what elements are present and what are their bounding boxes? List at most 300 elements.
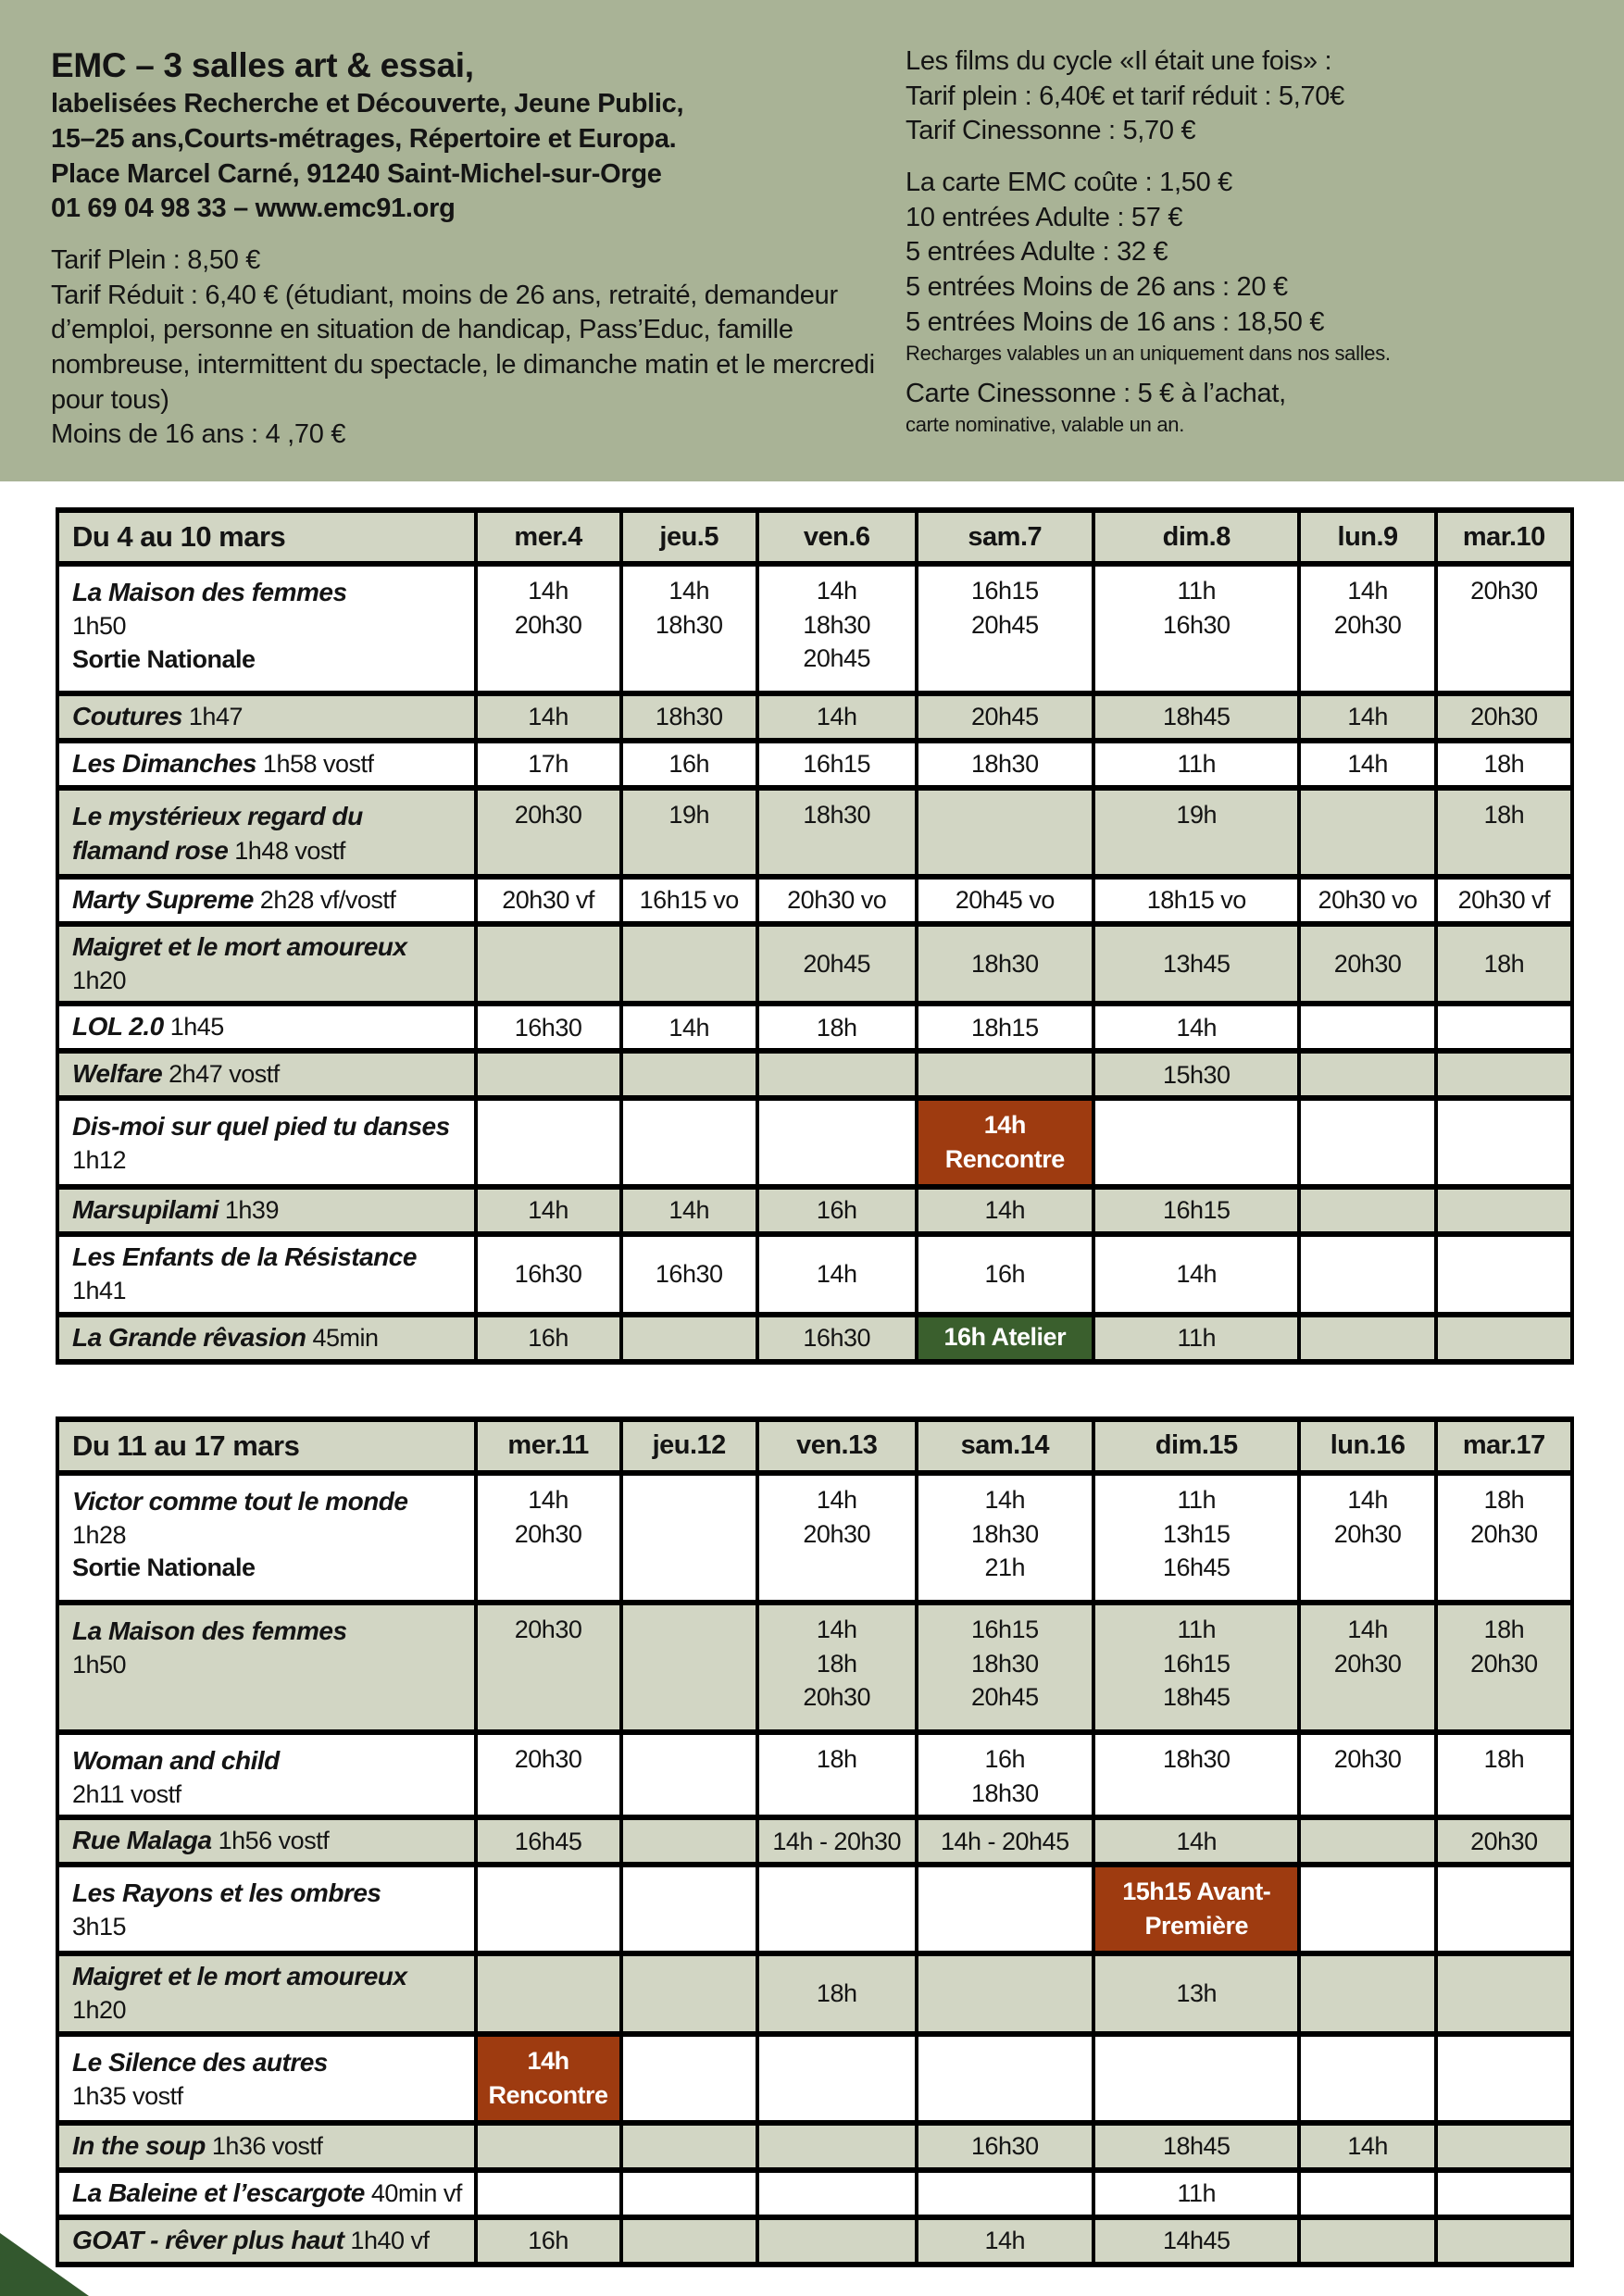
- showtime: 16h15: [1162, 1649, 1230, 1678]
- film-row: [57, 1732, 1572, 1818]
- showtime: 20h30 vf: [1457, 886, 1551, 915]
- showtime-cell: [1093, 741, 1299, 788]
- film-row: [57, 1234, 1572, 1315]
- film-row: [57, 1187, 1572, 1234]
- showtime-cell: [917, 1865, 1093, 1953]
- showtime-cell: [1436, 2170, 1572, 2217]
- showtime-cell: [1093, 2034, 1299, 2123]
- film-title: Maigret et le mort amoureux: [72, 931, 407, 961]
- showtime-cell: [757, 1953, 917, 2034]
- showtime-cell: [1299, 1732, 1435, 1818]
- day-header: mer.4: [476, 510, 621, 564]
- showtime-cell: [1436, 693, 1572, 741]
- showtime-cell: [621, 1817, 757, 1865]
- carte-cinessonne-price: Carte Cinessonne : 5 € à l’achat,: [906, 379, 1286, 408]
- showtime-cell: [476, 1187, 621, 1234]
- day-header: ven.6: [757, 510, 917, 564]
- day-header: dim.15: [1093, 1419, 1299, 1473]
- showtime: 18h: [816, 1013, 857, 1042]
- showtime-cell: [621, 2217, 757, 2265]
- showtime-cell: [757, 877, 917, 924]
- showtime-cell: [1299, 2123, 1435, 2170]
- tarif-plein: Tarif Plein : 8,50 €: [51, 245, 261, 275]
- carte-5-adulte: 5 entrées Adulte : 32 €: [906, 237, 1168, 268]
- showtime-cell: [1299, 2217, 1435, 2265]
- spacer: [906, 366, 1573, 377]
- showtime-cell: [917, 2217, 1093, 2265]
- showtime: 11h: [1177, 1323, 1217, 1352]
- showtime: 16h15: [971, 1615, 1039, 1643]
- film-title-cell: [57, 788, 476, 877]
- showtime-cell: [917, 1051, 1093, 1098]
- showtime: 14h: [816, 1260, 857, 1289]
- showtime-cell: [476, 2123, 621, 2170]
- showtime-cell: [1299, 1315, 1435, 1362]
- showtime-cell: [621, 1953, 757, 2034]
- showtime-cell: [476, 1315, 621, 1362]
- showtime-cell: [757, 1603, 917, 1732]
- showtime-cell: [757, 564, 917, 693]
- showtime: 11h: [1177, 2179, 1217, 2207]
- showtime: 14h: [668, 1196, 709, 1225]
- special-event-cell: [476, 2034, 621, 2123]
- showtime-cell: [476, 1473, 621, 1603]
- showtime-cell: [1436, 877, 1572, 924]
- film-title-cell: [57, 1473, 476, 1603]
- showtime-cell: [1436, 1732, 1572, 1818]
- showtime: 14h: [528, 1485, 568, 1514]
- showtime: Rencontre: [488, 2080, 608, 2109]
- showtime: 20h30: [514, 1615, 582, 1643]
- showtime: 14h: [1176, 1013, 1218, 1042]
- showtime: 14h: [1347, 2132, 1388, 2161]
- showtime: 14h: [1176, 1260, 1218, 1289]
- film-row: [57, 564, 1572, 693]
- showtime-cell: [1299, 1004, 1435, 1051]
- film-title: GOAT - rêver plus haut: [72, 2225, 344, 2254]
- showtime-cell: [1093, 1817, 1299, 1865]
- showtime: 14h: [528, 703, 568, 731]
- film-title: La Maison des femmes: [72, 1616, 347, 1645]
- showtime: 20h30: [1333, 949, 1402, 978]
- film-row: [57, 1004, 1572, 1051]
- showtime-cell: [621, 2034, 757, 2123]
- showtime: 16h30: [803, 1323, 870, 1352]
- showtime: 14h45: [1162, 2226, 1230, 2254]
- showtime-cell: [1299, 564, 1435, 693]
- showtime-cell: [917, 2034, 1093, 2123]
- showtime: 16h15: [971, 577, 1039, 605]
- showtime: 20h30: [1333, 1649, 1402, 1678]
- film-title-cell: [57, 1234, 476, 1315]
- day-header: jeu.12: [621, 1419, 757, 1473]
- film-row: [57, 788, 1572, 877]
- showtime-cell: [476, 2170, 621, 2217]
- showtime-cell: [1436, 564, 1572, 693]
- showtime: 20h45: [971, 1683, 1039, 1712]
- showtime: 14h - 20h30: [772, 1827, 902, 1855]
- tarif-moins-16: Moins de 16 ans : 4 ,70 €: [51, 419, 346, 450]
- showtime: 13h15: [1162, 1519, 1230, 1548]
- cycle-cinessonne: Tarif Cinessonne : 5,70 €: [906, 116, 1196, 146]
- cinema-address: Place Marcel Carné, 91240 Saint-Michel-sur-Orge: [51, 158, 662, 189]
- film-duration: 1h20: [72, 1996, 127, 2025]
- film-title: Les Rayons et les ombres: [72, 1878, 381, 1908]
- tarif-reduit: Tarif Réduit : 6,40 € (étudiant, moins de 26 ans, retraité, demandeur d’emploi, personne en situation de handicap, Pass’Educ, famille nombreuse, intermittent du spectacle, le dimanche matin et le mercredi pour tous): [51, 280, 875, 415]
- showtime-cell: [476, 1732, 621, 1818]
- film-title: Victor comme tout le monde: [72, 1486, 408, 1516]
- showtime-cell: [1436, 2123, 1572, 2170]
- showtime: 14h: [816, 1615, 857, 1643]
- day-header: jeu.5: [621, 510, 757, 564]
- showtime-cell: [1436, 1234, 1572, 1315]
- film-row: [57, 1603, 1572, 1732]
- showtime-cell: [1299, 1051, 1435, 1098]
- film-title-cell: [57, 1098, 476, 1187]
- schedule-table-1: [56, 507, 1574, 1365]
- showtime-cell: [757, 2034, 917, 2123]
- showtime-cell: [1299, 877, 1435, 924]
- film-row: [57, 2034, 1572, 2123]
- showtime: 11h: [1177, 1485, 1217, 1514]
- showtime-cell: [917, 1732, 1093, 1818]
- showtime: 18h15 vo: [1146, 886, 1246, 915]
- showtime: 14h: [1347, 750, 1388, 779]
- showtime-cell: [1093, 564, 1299, 693]
- showtime-cell: [757, 2123, 917, 2170]
- showtime: 16h30: [1162, 610, 1230, 639]
- showtime: 20h30: [1333, 610, 1402, 639]
- showtime: 16h30: [514, 1260, 582, 1289]
- showtime: 21h: [984, 1554, 1026, 1582]
- showtime-cell: [1436, 2034, 1572, 2123]
- film-title-cell: [57, 1817, 476, 1865]
- week-header-row: [57, 510, 1572, 564]
- showtime-cell: [476, 1603, 621, 1732]
- showtime: 14h - 20h45: [940, 1827, 1069, 1855]
- day-header: lun.9: [1299, 510, 1435, 564]
- day-header: dim.8: [1093, 510, 1299, 564]
- film-row: [57, 2217, 1572, 2265]
- showtime-cell: [1299, 693, 1435, 741]
- showtime: 14h: [1347, 1615, 1388, 1643]
- showtime: 18h45: [1162, 1683, 1230, 1712]
- film-title: Les Dimanches: [72, 748, 256, 778]
- showtime: 20h30: [514, 1519, 582, 1548]
- film-title: Marty Supreme: [72, 884, 254, 914]
- showtime-cell: [1436, 2217, 1572, 2265]
- showtime-cell: [621, 1315, 757, 1362]
- cycle-heading: Les films du cycle «Il était une fois» :: [906, 46, 1332, 76]
- film-title: Maigret et le mort amoureux: [72, 1962, 407, 1991]
- day-header: ven.13: [757, 1419, 917, 1473]
- showtime-cell: [757, 1051, 917, 1098]
- showtime-cell: [1436, 1865, 1572, 1953]
- showtime-cell: [476, 788, 621, 877]
- showtime-cell: [476, 1004, 621, 1051]
- showtime: 14h: [1347, 1485, 1388, 1514]
- film-row: [57, 1953, 1572, 2034]
- day-header: lun.16: [1299, 1419, 1435, 1473]
- cinema-label-line-1: labelisées Recherche et Découverte, Jeune Public,: [51, 89, 684, 119]
- showtime: 16h15: [803, 750, 870, 779]
- showtime-cell: [917, 1817, 1093, 1865]
- film-duration: 3h15: [72, 1913, 127, 1941]
- schedule-tables: [0, 507, 1624, 2267]
- showtime-cell: [621, 693, 757, 741]
- showtime: 18h: [1483, 1485, 1525, 1514]
- film-duration: 1h39: [218, 1196, 279, 1225]
- showtime-cell: [1299, 1187, 1435, 1234]
- spacer: [51, 227, 889, 243]
- showtime: 18h: [1483, 800, 1525, 829]
- showtime-cell: [1436, 924, 1572, 1004]
- showtime-cell: [1093, 2170, 1299, 2217]
- showtime: 18h: [816, 1649, 857, 1678]
- showtime-cell: [1299, 2034, 1435, 2123]
- showtime: 16h: [528, 2226, 568, 2254]
- showtime: 18h15: [971, 1013, 1039, 1042]
- showtime-cell: [1436, 1187, 1572, 1234]
- showtime-cell: [1093, 877, 1299, 924]
- film-title-cell: [57, 2217, 476, 2265]
- showtime-cell: [1299, 1473, 1435, 1603]
- film-title: La Grande rêvasion: [72, 1322, 306, 1352]
- showtime-cell: [757, 1234, 917, 1315]
- carte-cinessonne-note: carte nominative, valable un an.: [906, 412, 1185, 436]
- showtime: 18h30: [803, 610, 870, 639]
- showtime: 14h: [816, 1485, 857, 1514]
- film-duration: 1h56 vostf: [211, 1827, 330, 1855]
- film-title-cell: [57, 564, 476, 693]
- showtime: 18h30: [971, 1519, 1039, 1548]
- film-title-cell: [57, 1865, 476, 1953]
- film-row: [57, 741, 1572, 788]
- showtime-cell: [1436, 1004, 1572, 1051]
- showtime-cell: [621, 1051, 757, 1098]
- film-duration: 1h36 vostf: [205, 2131, 323, 2160]
- showtime: 11h: [1177, 1615, 1217, 1643]
- showtime: 15h30: [1162, 1060, 1230, 1089]
- film-title-cell: [57, 2034, 476, 2123]
- showtime-cell: [1093, 788, 1299, 877]
- showtime-cell: [1436, 1473, 1572, 1603]
- film-duration: 2h47 vostf: [162, 1060, 280, 1089]
- showtime: 18h30: [971, 1778, 1039, 1807]
- showtime: 13h45: [1162, 949, 1230, 978]
- film-duration: 2h11 vostf: [72, 1779, 181, 1808]
- film-duration: 1h12: [72, 1146, 127, 1175]
- showtime-cell: [757, 924, 917, 1004]
- showtime-cell: [917, 1473, 1093, 1603]
- film-title-cell: [57, 1953, 476, 2034]
- showtime-cell: [917, 741, 1093, 788]
- showtime: 14h: [816, 577, 857, 605]
- showtime-cell: [757, 1098, 917, 1187]
- showtime-cell: [1436, 1315, 1572, 1362]
- prices-column: [906, 44, 1573, 481]
- film-title-cell: [57, 924, 476, 1004]
- showtime-cell: [1093, 1051, 1299, 1098]
- film-duration: 1h28: [72, 1520, 127, 1549]
- special-event-cell: [917, 1315, 1093, 1362]
- showtime: 17h: [528, 750, 568, 779]
- showtime-cell: [621, 2123, 757, 2170]
- film-duration: 1h20: [72, 966, 127, 994]
- showtime-cell: [757, 1187, 917, 1234]
- showtime-cell: [621, 741, 757, 788]
- showtime-cell: [621, 1098, 757, 1187]
- showtime: 16h30: [971, 2132, 1039, 2161]
- showtime-cell: [917, 1603, 1093, 1732]
- showtime: 20h45 vo: [955, 886, 1055, 915]
- showtime: 20h45: [803, 949, 870, 978]
- film-duration: 45min: [306, 1323, 379, 1352]
- film-duration: 1h47: [181, 703, 243, 730]
- film-title-cell: [57, 1051, 476, 1098]
- showtime: 20h45: [803, 644, 870, 673]
- showtime-cell: [1299, 1603, 1435, 1732]
- film-title: Marsupilami: [72, 1195, 219, 1225]
- showtime-cell: [757, 1732, 917, 1818]
- film-duration: 1h58 vostf: [256, 749, 374, 778]
- showtime: 18h30: [1162, 1744, 1230, 1773]
- film-title: LOL 2.0: [72, 1012, 164, 1042]
- showtime-cell: [621, 1732, 757, 1818]
- header-band: [0, 0, 1624, 481]
- showtime-cell: [1299, 1865, 1435, 1953]
- showtime-cell: [1093, 1004, 1299, 1051]
- film-row: [57, 1051, 1572, 1098]
- showtime-cell: [476, 693, 621, 741]
- showtime-cell: [621, 1473, 757, 1603]
- showtime: 14h: [983, 1111, 1026, 1140]
- showtime-cell: [1093, 1315, 1299, 1362]
- film-title: Welfare: [72, 1059, 163, 1089]
- film-title-cell: [57, 2170, 476, 2217]
- showtime-cell: [1299, 788, 1435, 877]
- showtime-cell: [621, 1234, 757, 1315]
- showtime-cell: [917, 693, 1093, 741]
- showtime: 13h: [1176, 1979, 1218, 2008]
- showtime-cell: [917, 564, 1093, 693]
- showtime: 16h30: [655, 1260, 723, 1289]
- showtime-cell: [1093, 1473, 1299, 1603]
- film-row: [57, 877, 1572, 924]
- showtime-cell: [757, 693, 917, 741]
- showtime-cell: [1093, 1603, 1299, 1732]
- showtime: 14h: [1347, 703, 1388, 731]
- showtime-cell: [1299, 1953, 1435, 2034]
- showtime-cell: [621, 877, 757, 924]
- cinema-info-column: [51, 44, 889, 481]
- showtime: 20h30 vf: [502, 886, 594, 915]
- film-duration: 1h40 vf: [344, 2226, 430, 2254]
- showtime-cell: [1436, 741, 1572, 788]
- showtime-cell: [476, 2217, 621, 2265]
- showtime: 20h30 vo: [787, 886, 887, 915]
- film-row: [57, 1315, 1572, 1362]
- showtime-cell: [1299, 1098, 1435, 1187]
- showtime: 18h45: [1162, 2132, 1230, 2161]
- showtime: 16h15 vo: [639, 886, 739, 915]
- showtime: 15h15 Avant-: [1122, 1878, 1271, 1906]
- showtime: 20h30: [1333, 1519, 1402, 1548]
- showtime: 16h45: [1162, 1554, 1230, 1582]
- film-row: [57, 1473, 1572, 1603]
- film-title: Coutures: [72, 702, 182, 730]
- film-duration: 1h50: [72, 1650, 127, 1678]
- film-duration: 1h41: [72, 1277, 127, 1305]
- showtime-cell: [1436, 1817, 1572, 1865]
- showtime-cell: [757, 1865, 917, 1953]
- showtime: 11h: [1177, 750, 1217, 779]
- showtime-cell: [476, 924, 621, 1004]
- showtime: 20h45: [971, 610, 1039, 639]
- film-title-cell: [57, 877, 476, 924]
- showtime: 20h30: [514, 610, 582, 639]
- showtime-cell: [621, 1004, 757, 1051]
- showtime-cell: [1299, 924, 1435, 1004]
- film-row: [57, 924, 1572, 1004]
- showtime: 16h: [984, 1260, 1026, 1289]
- special-event-cell: [917, 1098, 1093, 1187]
- film-row: [57, 2123, 1572, 2170]
- film-duration: 2h28 vf/vostf: [253, 885, 396, 914]
- recharges-note: Recharges valables un an uniquement dans nos salles.: [906, 341, 1391, 365]
- showtime-cell: [476, 1234, 621, 1315]
- showtime-cell: [917, 1234, 1093, 1315]
- showtime: 16h: [528, 1323, 568, 1352]
- showtime-cell: [621, 924, 757, 1004]
- film-duration: 40min vf: [364, 2178, 462, 2207]
- showtime-cell: [476, 1865, 621, 1953]
- showtime: 18h: [1483, 1744, 1525, 1773]
- week-period-label: Du 11 au 17 mars: [57, 1419, 476, 1473]
- showtime: 18h: [816, 1979, 857, 2008]
- showtime: 14h: [984, 2226, 1026, 2254]
- film-row: [57, 1865, 1572, 1953]
- showtime-cell: [917, 2170, 1093, 2217]
- film-title: La Baleine et l’escargote: [72, 2177, 365, 2207]
- showtime: 20h30: [1470, 1649, 1538, 1678]
- film-row: [57, 2170, 1572, 2217]
- showtime-cell: [917, 1953, 1093, 2034]
- showtime-cell: [1436, 1953, 1572, 2034]
- showtime-cell: [476, 1051, 621, 1098]
- film-release-note: Sortie Nationale: [72, 1554, 256, 1582]
- day-header: sam.7: [917, 510, 1093, 564]
- showtime-cell: [1093, 924, 1299, 1004]
- showtime-cell: [1436, 1098, 1572, 1187]
- showtime: 14h: [528, 1196, 568, 1225]
- showtime: 16h30: [514, 1013, 582, 1042]
- showtime: 18h30: [971, 750, 1039, 779]
- showtime: 20h30: [514, 1744, 582, 1773]
- showtime-cell: [621, 1187, 757, 1234]
- showtime: 20h30: [1470, 703, 1538, 731]
- showtime-cell: [476, 877, 621, 924]
- showtime: 20h30: [1470, 1519, 1538, 1548]
- showtime: 18h: [1483, 949, 1525, 978]
- showtime: 14h: [668, 1013, 709, 1042]
- showtime-cell: [621, 788, 757, 877]
- showtime: 19h: [1176, 800, 1218, 829]
- film-title-cell: [57, 1315, 476, 1362]
- day-header: sam.14: [917, 1419, 1093, 1473]
- showtime: 18h30: [655, 703, 723, 731]
- showtime-cell: [757, 1315, 917, 1362]
